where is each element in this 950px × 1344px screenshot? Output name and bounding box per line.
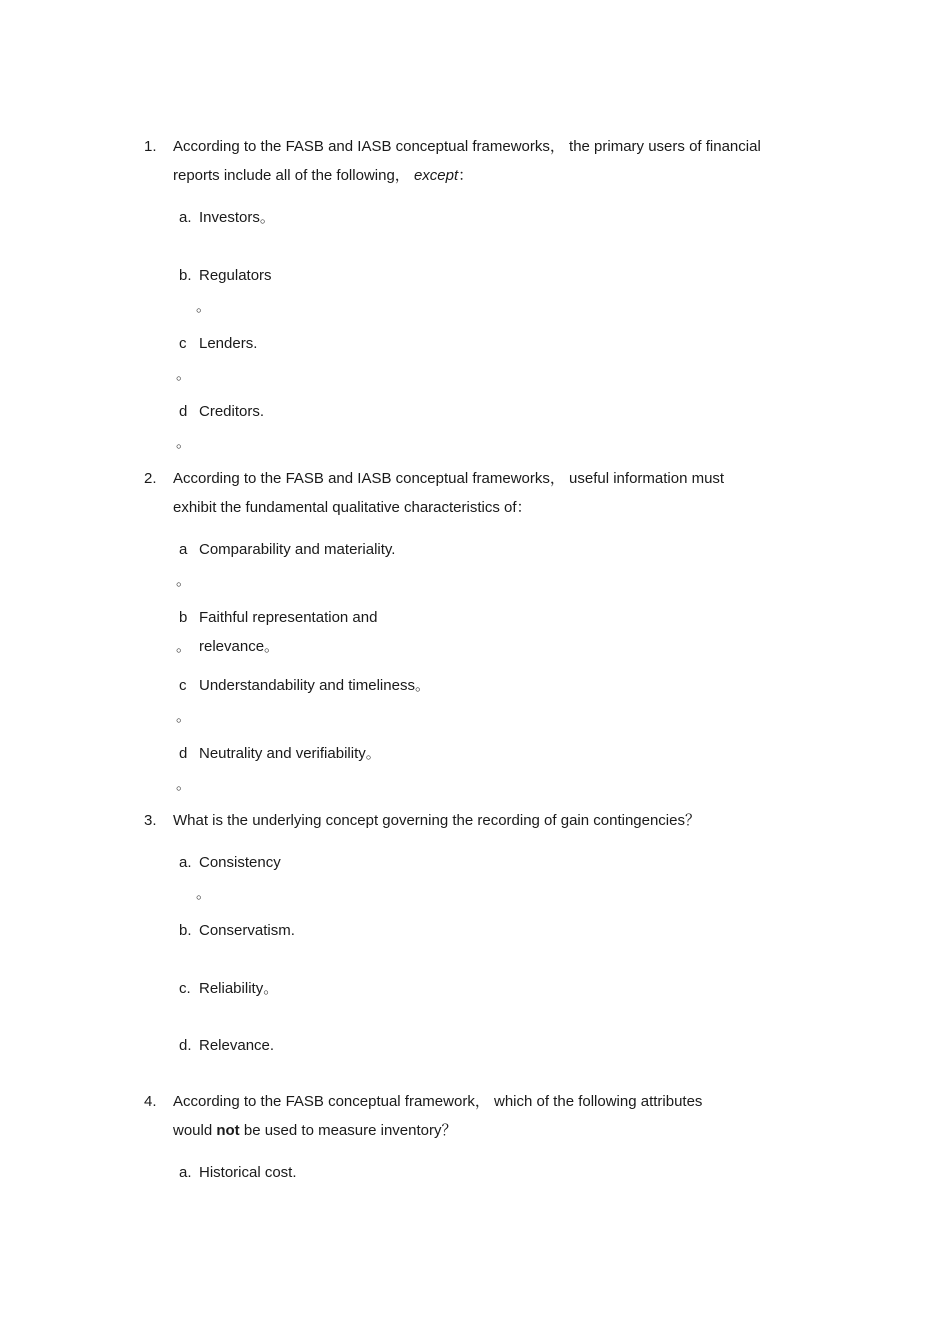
question-number: 2. [144, 470, 157, 487]
option-text: Understandability and timeliness。 [199, 677, 430, 694]
option-letter: c [179, 677, 187, 694]
option-mark: 。 [176, 638, 192, 655]
option-mark: 。 [176, 708, 192, 725]
option-letter: c. [179, 980, 191, 997]
option-text: Comparability and materiality. [199, 541, 396, 558]
question-number: 4. [144, 1093, 157, 1110]
option-letter: a. [179, 854, 192, 871]
option-text: Creditors. [199, 403, 265, 420]
option-text: Conservatism. [199, 922, 295, 939]
option-text: Consistency [199, 854, 281, 871]
option-mark: 。 [176, 776, 192, 793]
option-text: Investors。 [199, 209, 275, 226]
question-text: According to the FASB and IASB conceptual frameworks， useful information must [173, 470, 725, 487]
emphasis-text: except [413, 167, 459, 184]
option-text: Faithful representation and [199, 609, 378, 626]
option-mark: 。 [176, 434, 192, 451]
question-number: 3. [144, 812, 157, 829]
option-text: Historical cost. [199, 1164, 297, 1181]
option-letter: a [179, 541, 188, 558]
option-text: Relevance. [199, 1037, 275, 1054]
option-letter: a. [179, 209, 192, 226]
option-letter: b. [179, 922, 192, 939]
option-letter: b. [179, 267, 192, 284]
option-text: relevance。 [199, 638, 280, 655]
option-letter: d. [179, 1037, 192, 1054]
option-mark: 。 [196, 885, 212, 902]
option-mark: 。 [176, 572, 192, 589]
question-text: According to the FASB and IASB conceptual frameworks， the primary users of financial [173, 138, 761, 155]
question-text: What is the underlying concept governing the recording of gain contingencies？ [173, 812, 700, 829]
option-text: Neutrality and verifiability。 [199, 745, 381, 762]
option-text: Reliability。 [199, 980, 279, 997]
option-letter: a. [179, 1164, 192, 1181]
option-mark: 。 [196, 298, 212, 315]
option-letter: d [179, 403, 188, 420]
question-text: According to the FASB conceptual framework， which of the following attributes [173, 1093, 703, 1110]
option-letter: d [179, 745, 188, 762]
option-mark: 。 [176, 366, 192, 383]
question-text: exhibit the fundamental qualitative characteristics of： [173, 499, 532, 516]
option-text: Regulators [199, 267, 272, 284]
question-number: 1. [144, 138, 157, 155]
question-text: reports include all of the following， except： [173, 167, 474, 184]
bold-text: not [216, 1122, 240, 1139]
option-text: Lenders. [199, 335, 258, 352]
option-letter: b [179, 609, 188, 626]
question-text: would not be used to measure inventory？ [173, 1122, 457, 1139]
option-letter: c [179, 335, 187, 352]
